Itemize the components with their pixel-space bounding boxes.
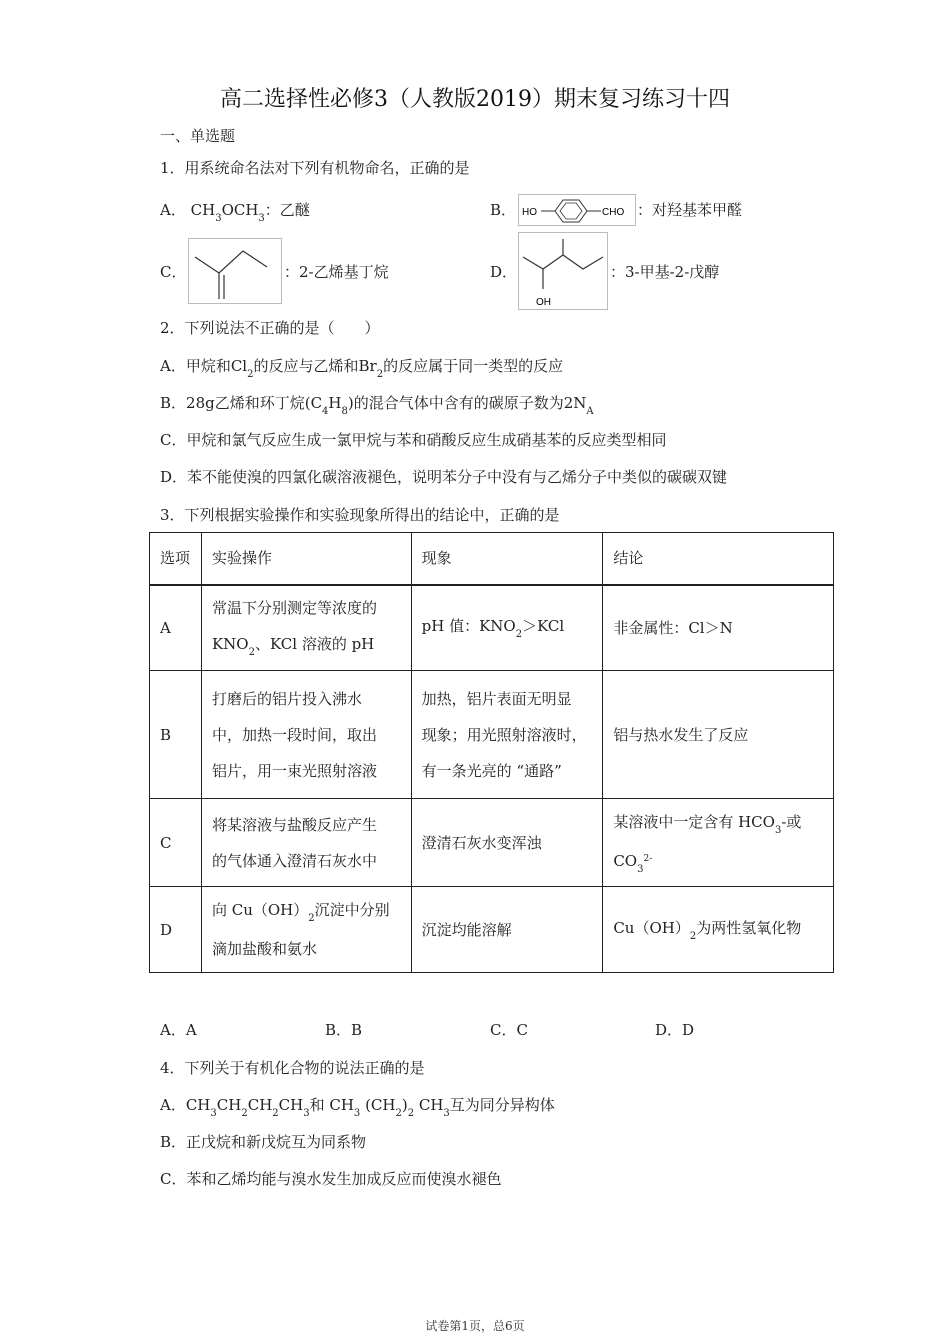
- row-d-con-text: Cu（OH）: [613, 919, 690, 937]
- page-title: 高二选择性必修3（人教版2019）期末复习练习十四: [220, 87, 730, 112]
- q1-d-structure: [518, 232, 608, 310]
- section-heading: 一、单选题: [160, 127, 236, 145]
- q4-a-s7: 2: [407, 1108, 415, 1119]
- q2-a-text3: 的反应属于同一类型的反应: [383, 357, 564, 375]
- row-c-con2-text: CO: [613, 851, 638, 870]
- q3-answer-c: C．C: [490, 1021, 528, 1039]
- header-conclusion: 结论: [603, 533, 834, 585]
- row-d-operation: [201, 887, 411, 973]
- hydroxybenzaldehyde-structure-icon: [519, 195, 635, 225]
- q4-a-p7: ): [401, 1096, 408, 1114]
- row-d-op-line2: 滴加盐酸和氨水: [211, 940, 317, 958]
- q1-a-formula: CH: [190, 201, 216, 219]
- q1-d-label: D．: [490, 263, 518, 281]
- q4-a-p9: 互为同分异构体: [449, 1096, 555, 1114]
- q1-c-structure: [188, 238, 282, 304]
- row-a-op-kno: KNO: [211, 635, 249, 654]
- q1-a-name: ：乙醚: [264, 201, 310, 219]
- q4-a-p3: CH: [247, 1096, 273, 1114]
- row-c-op-line1: 将某溶液与盐酸反应产生: [211, 815, 377, 834]
- q1-a-sub2: 3: [258, 213, 265, 224]
- q2-b-sub2: 8: [341, 406, 348, 417]
- q2-b-sub3: A: [586, 406, 594, 417]
- q1-b-label: B．: [490, 201, 517, 219]
- row-d-option: D: [150, 887, 202, 973]
- row-b-operation: [201, 671, 411, 799]
- q4-option-a: [160, 1095, 555, 1118]
- page-footer: 试卷第1页，总6页: [425, 1319, 525, 1333]
- row-b-option: B: [150, 671, 202, 799]
- q2-b-sub1: 4: [322, 406, 329, 417]
- row-c-operation: [201, 799, 411, 887]
- q2-stem: 2．下列说法不正确的是（ ）: [160, 319, 380, 337]
- row-c-option: C: [150, 799, 202, 887]
- q3-answer-a: A．A: [160, 1021, 197, 1039]
- row-d-op-text: 向 Cu（OH）: [211, 901, 309, 919]
- q4-a-s6: 2: [395, 1108, 402, 1119]
- row-c-con-line1: [613, 804, 823, 843]
- row-a-operation: [201, 585, 411, 671]
- row-a-op-line1: 常温下分别测定等浓度的: [211, 599, 377, 618]
- q4-a-s3: 2: [272, 1108, 279, 1119]
- q1-d-oh: OH: [536, 297, 551, 308]
- row-b-ph-line1: 加热，铝片表面无明显: [421, 689, 572, 708]
- row-a-option: A: [150, 585, 202, 671]
- q1-b-cho: CHO: [602, 207, 625, 218]
- table-header-row: [150, 533, 834, 585]
- alkene-skeleton-icon: [189, 239, 281, 303]
- table-row: [150, 799, 834, 887]
- q2-option-c: C．甲烷和氯气反应生成一氯甲烷与苯和硝酸反应生成硝基苯的反应类型相同: [160, 431, 667, 449]
- row-b-op-line2: 中，加热一段时间，取出: [211, 725, 377, 744]
- q2-option-a: [160, 356, 563, 379]
- row-b-ph-line2: 现象；用光照射溶液时，: [421, 725, 587, 744]
- row-a-ph-rest: ＞KCl: [522, 617, 565, 636]
- row-d-con-rest: 为两性氢氧化物: [696, 919, 802, 937]
- row-c-con-sub: 3: [774, 824, 782, 836]
- q1-c-name: ：2-乙烯基丁烷: [284, 263, 389, 281]
- q2-b-text2: H: [328, 394, 342, 412]
- row-c-con-text: 某溶液中一定含有 HCO: [613, 812, 775, 831]
- row-c-op-line2: 的气体通入澄清石灰水中: [211, 851, 377, 870]
- q2-a-text1: A．甲烷和Cl: [160, 357, 248, 375]
- q4-a-p6: (CH: [360, 1096, 396, 1114]
- header-operation: 实验操作: [201, 533, 411, 585]
- q4-a-p8: CH: [414, 1096, 444, 1114]
- q1-a-formula2: OCH: [221, 201, 259, 219]
- q4-a-s8: 3: [443, 1108, 450, 1119]
- q4-a-p2: CH: [216, 1096, 242, 1114]
- q1-b-structure: [518, 194, 636, 226]
- row-a-ph-sub: 2: [515, 629, 523, 641]
- q4-stem: 4．下列关于有机化合物的说法正确的是: [160, 1059, 425, 1077]
- q1-a-sub1: 3: [215, 213, 222, 224]
- q4-a-s5: 3: [353, 1108, 361, 1119]
- row-d-op-sub: 2: [308, 913, 315, 924]
- q4-a-p1: A．CH: [160, 1096, 211, 1114]
- row-d-con-sub: 2: [689, 931, 697, 942]
- row-c-con2-sub: 3: [637, 863, 644, 875]
- q4-a-s1: 3: [210, 1108, 217, 1119]
- row-a-phenomenon: [411, 585, 603, 671]
- pentanol-skeleton-icon: [519, 233, 607, 309]
- q1-b-ho: HO: [522, 207, 537, 218]
- q2-option-b: [160, 393, 594, 416]
- q2-b-text3: )的混合气体中含有的碳原子数为2N: [347, 394, 587, 412]
- q2-a-sub2: 2: [376, 369, 384, 380]
- q4-option-b: B．正戊烷和新戊烷互为同系物: [160, 1133, 367, 1151]
- q2-b-text1: B．28g乙烯和环丁烷(C: [160, 394, 323, 412]
- row-a-ph-text: pH 值：KNO: [421, 617, 516, 636]
- q1-b-name: ：对羟基苯甲醛: [637, 201, 743, 219]
- experiment-table: [149, 532, 834, 973]
- q3-answer-b: B．B: [325, 1021, 363, 1039]
- q3-answer-d: D．D: [655, 1021, 695, 1039]
- row-c-conclusion: [603, 799, 834, 887]
- q1-stem: 1．用系统命名法对下列有机物命名，正确的是: [160, 159, 470, 177]
- table-row: [150, 887, 834, 973]
- row-d-conclusion: [603, 887, 834, 973]
- header-phenomenon: 现象: [411, 533, 603, 585]
- table-row: [150, 585, 834, 671]
- row-b-op-line1: 打磨后的铝片投入沸水: [211, 689, 362, 708]
- q4-a-p5: 和 CH: [309, 1096, 354, 1114]
- row-a-conclusion: 非金属性：Cl＞N: [603, 585, 834, 671]
- q2-option-d: D．苯不能使溴的四氯化碳溶液褪色，说明苯分子中没有与乙烯分子中类似的碳碳双键: [160, 468, 728, 486]
- row-d-op-rest: 沉淀中分别: [314, 901, 390, 919]
- q1-d-name: ：3-甲基-2-戊醇: [610, 263, 720, 281]
- row-c-con2-sup: 2-: [643, 853, 653, 864]
- header-option: 选项: [150, 533, 202, 585]
- row-b-phenomenon: [411, 671, 603, 799]
- row-b-conclusion: 铝与热水发生了反应: [603, 671, 834, 799]
- q1-option-a: [160, 200, 310, 223]
- q4-option-c: C．苯和乙烯均能与溴水发生加成反应而使溴水褪色: [160, 1170, 502, 1188]
- row-b-op-line3: 铝片，用一束光照射溶液: [211, 761, 377, 780]
- q1-c-label: C．: [160, 263, 187, 281]
- row-a-op-sub: 2: [248, 647, 255, 659]
- q2-a-text2: 的反应与乙烯和Br: [253, 357, 377, 375]
- q1-a-label: A．: [160, 201, 186, 219]
- row-a-op-rest: 、KCl 溶液的 pH: [254, 635, 375, 654]
- table-row: [150, 671, 834, 799]
- q2-a-sub1: 2: [247, 369, 254, 380]
- row-d-op-line1: [212, 892, 401, 931]
- row-d-phenomenon: 沉淀均能溶解: [411, 887, 603, 973]
- q4-a-s4: 3: [303, 1108, 310, 1119]
- row-c-con-end: -或: [781, 812, 802, 831]
- q4-a-p4: CH: [278, 1096, 304, 1114]
- row-b-ph-line3: 有一条光亮的 “通路”: [421, 761, 562, 780]
- q4-a-s2: 2: [241, 1108, 248, 1119]
- q3-stem: 3．下列根据实验操作和实验现象所得出的结论中，正确的是: [160, 506, 560, 524]
- row-c-phenomenon: 澄清石灰水变浑浊: [411, 799, 603, 887]
- row-c-con-line2: [613, 843, 823, 882]
- row-a-op-line2: [212, 626, 401, 665]
